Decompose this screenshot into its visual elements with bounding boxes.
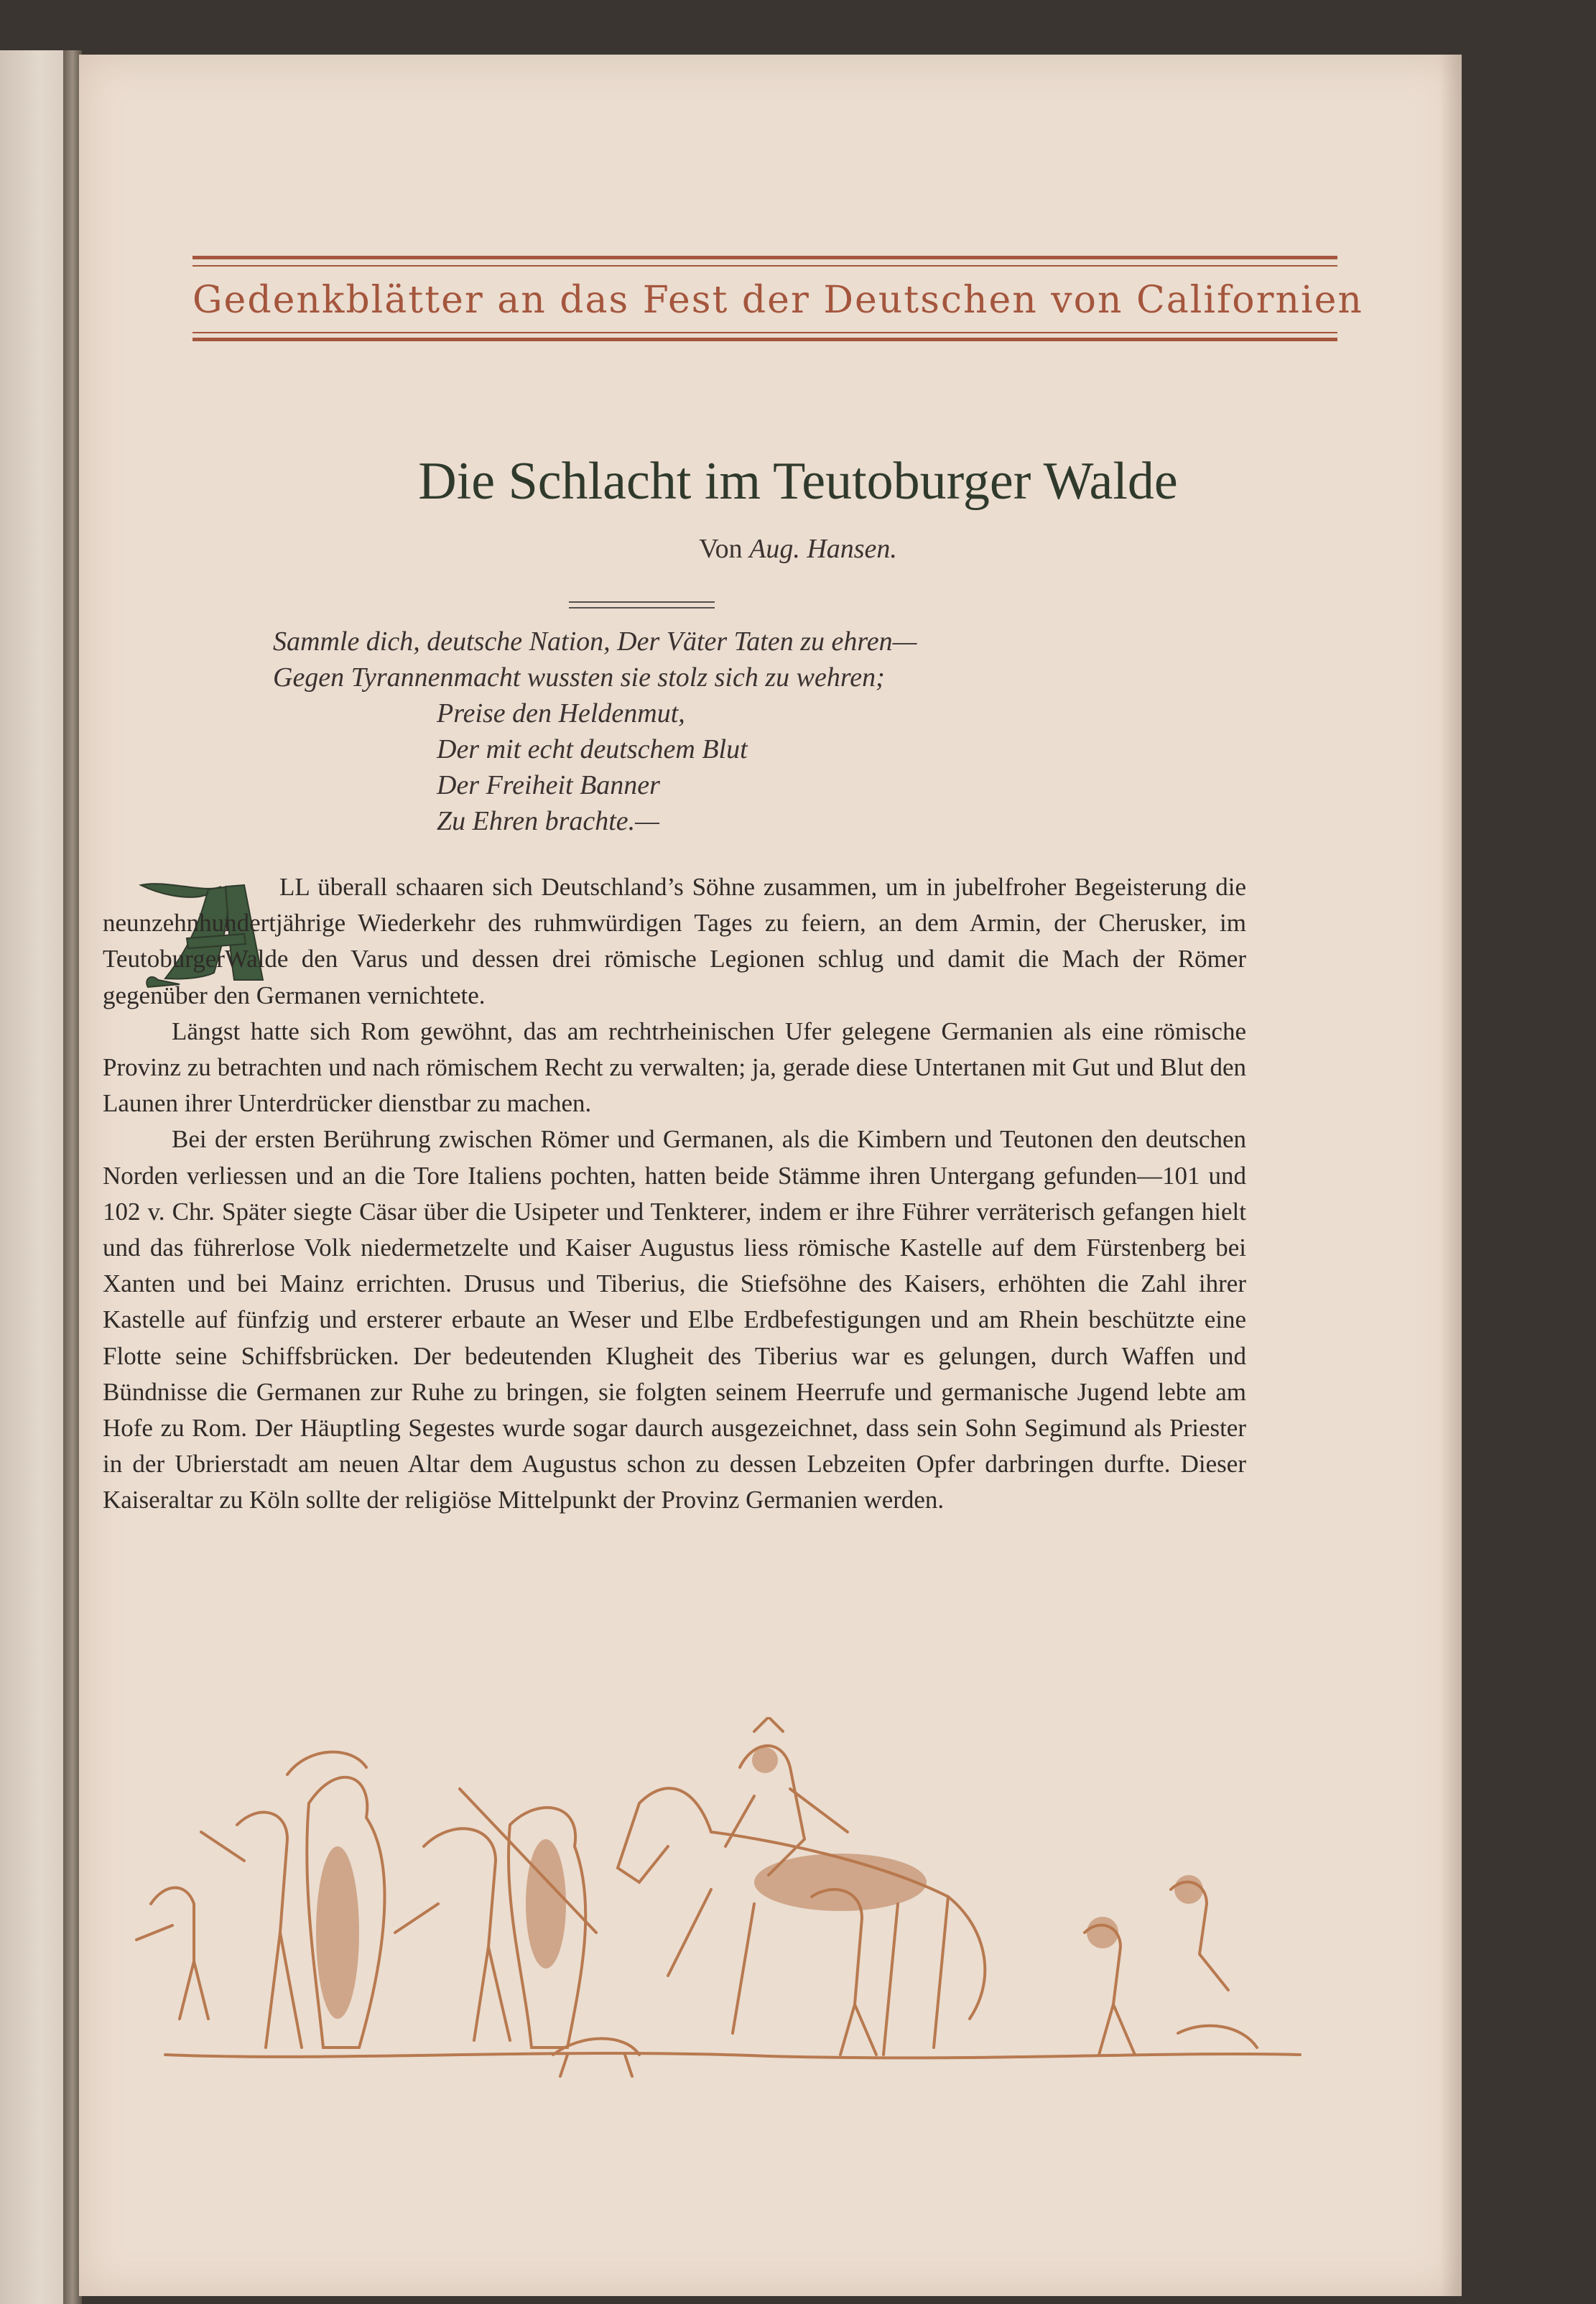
paragraph-3: Bei der ersten Berührung zwischen Römer und Germanen, als die Kimbern und Teutonen den deutschen Norden verliessen und an die Tore Italiens pochten, hatten beide Stämme ihren Untergang gefunden—101 und 102 v. Chr. Später siegte Cäsar über die Usipeter und Tenkterer, indem er ihre Führer verräterisch gefangen hielt und das führerlose Volk niedermetzelte und Kaiser Augustus liess römische Kastelle auf dem Fürstenberg bei Xanten und bei Mainz errichten. Drusus und Tiberius, die Stiefsöhne des Kaisers, erhöhten die Zahl ihrer Kastelle auf fünfzig und ersterer erbaute an Weser und Elbe Erdbefestigungen und am Rhein beschützte eine Flotte seine Schiffsbrücken. Der bedeutenden Klugheit des Tiberius war es gelungen, durch Waffen und Bündnisse die Germanen zur Ruhe zu bringen, sie folgten seinem Heerrufe und germanische Jugend lebte am Hofe zu Rom. Der Häuptling Segestes wurde sogar daurch ausgezeichnet, dass sein Sohn Segimund als Priester in der Ubrierstadt am neuen Altar dem Augustus schon zu dessen Lebzeiten Opfer darbringen durfte. Dieser Kaiseraltar zu Köln sollte der religiöse Mittelpunkt der Provinz Germanien werden.	[103, 1125, 1246, 1514]
figure-child-left	[136, 1888, 208, 2020]
poem-line: Zu Ehren brachte.—	[437, 806, 659, 836]
figure-hat	[287, 1752, 366, 1775]
figure-elder	[201, 1813, 302, 2048]
baby-crawling	[1178, 2026, 1257, 2048]
horse-body-shading	[754, 1854, 927, 1911]
left-page-edge	[0, 50, 66, 2304]
header-band	[79, 55, 1462, 414]
header-rule-top-thick	[192, 256, 1337, 259]
horse	[639, 1788, 985, 2055]
figure-walker	[812, 1889, 876, 2055]
divider-line-lower	[569, 607, 715, 609]
header-rule-bottom-thin	[192, 332, 1337, 333]
paragraph-2: Längst hatte sich Rom gewöhnt, das am rechtrheinischen Ufer gelegene Germanien als eine römische Provinz zu betrachten und nach römischem Recht zu verwalten; ja, gerade diese Untertanen mit Gut und Blut den Launen ihrer Unterdrücker dienstbar zu machen.	[103, 1017, 1246, 1118]
figure-warrior	[395, 1828, 510, 2040]
byline-author: Aug. Hansen.	[749, 534, 897, 564]
running-header-title: Gedenkblätter an das Fest der Deutschen von Californien	[192, 279, 1363, 322]
paragraph-1-text: LL überall schaaren sich Deutschland’s Söhne zusammen, um in jubelfroher Begeisterung die neunzehnhundertjährige Wiederkehr des ruhmwürdigen Tages zu feiern, an dem Armin, der Cherusker, im TeutoburgerWalde den Varus und dessen drei römische Legionen schlug und damit die Mach der Römer gegenüber den Germanen vernichtete.	[103, 873, 1246, 1009]
rider-head	[752, 1747, 778, 1773]
poem-line: Der Freiheit Banner	[437, 770, 660, 800]
procession-illustration	[122, 1717, 1314, 2098]
poem-line: Sammle dich, deutsche Nation, Der Väter Taten zu ehren—	[273, 626, 917, 657]
byline	[0, 533, 1596, 565]
dog	[553, 2039, 639, 2077]
paragraph-1	[103, 869, 1246, 1014]
cloak-shading	[316, 1846, 359, 2019]
header-rule-bottom-thick	[192, 338, 1337, 341]
epigraph-poem	[273, 624, 1135, 839]
child-head	[1087, 1917, 1118, 1948]
beard-shading	[526, 1839, 566, 1968]
horse-head	[618, 1803, 668, 1882]
poem-line: Gegen Tyrannenmacht wussten sie stolz sich zu wehren;	[273, 662, 885, 693]
rider-helmet	[754, 1717, 783, 1731]
divider-line-upper	[569, 601, 715, 603]
article-body	[103, 869, 1246, 1519]
child-far-head	[1174, 1875, 1203, 1904]
poem-line: Preise den Heldenmut,	[437, 698, 685, 728]
poem-line: Der mit echt deutschem Blut	[437, 734, 748, 764]
article-title: Die Schlacht im Teutoburger Walde	[418, 452, 1178, 511]
header-rule-top-thin	[192, 265, 1337, 267]
ground-line	[165, 2053, 1300, 2058]
byline-prefix: Von	[699, 534, 743, 564]
